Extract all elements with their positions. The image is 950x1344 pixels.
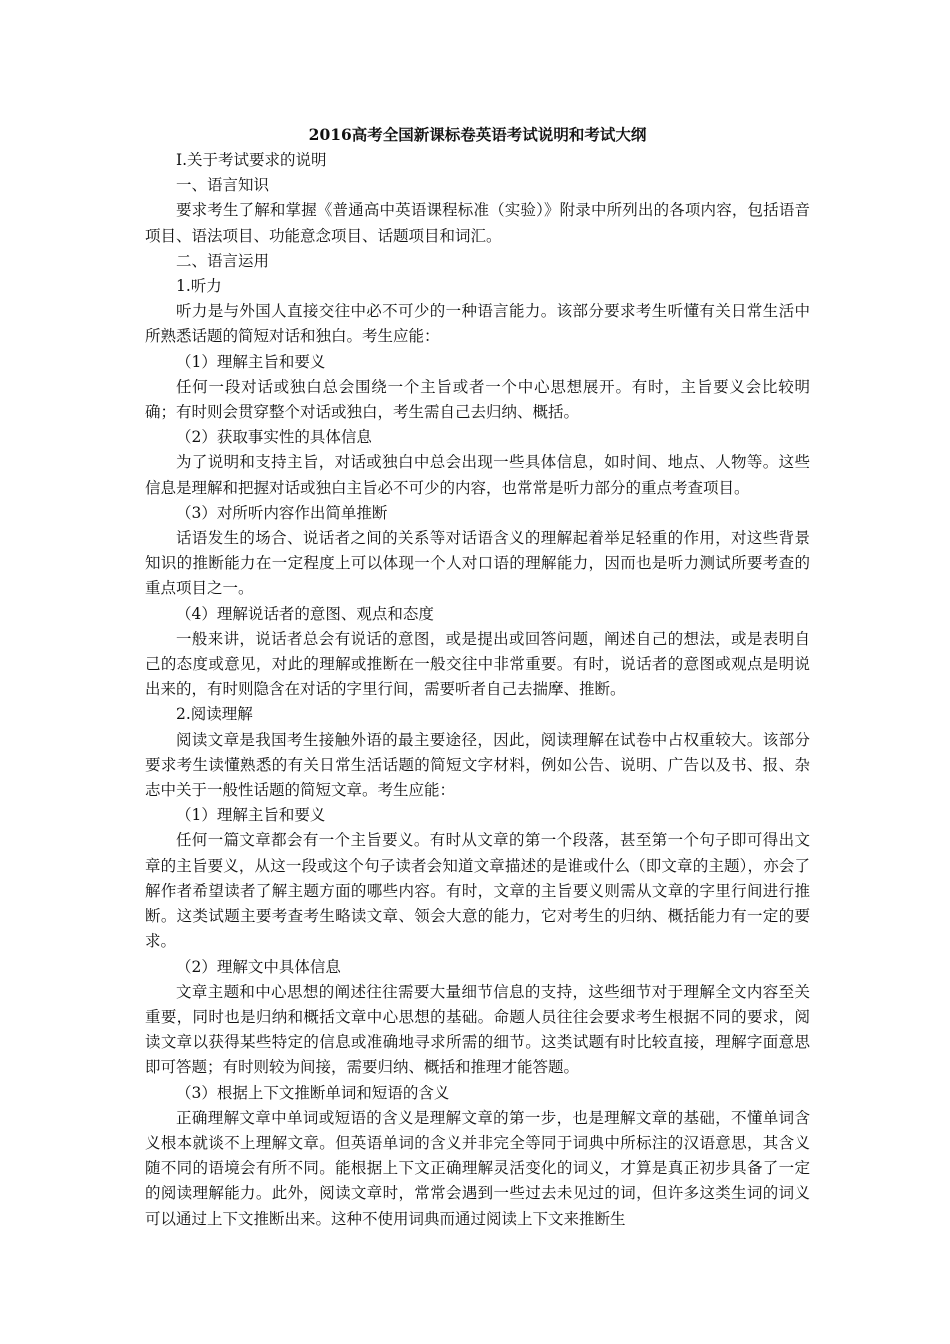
paragraph: 听力是与外国人直接交往中必不可少的一种语言能力。该部分要求考生听懂有关日常生活中所熟悉话题的简短对话和独白。考生应能：: [145, 302, 810, 346]
document-body: [145, 148, 810, 1232]
document-title: 2016高考全国新课标卷英语考试说明和考试大纲: [308, 125, 647, 144]
subsection-heading: （3）对所听内容作出简单推断: [176, 503, 388, 522]
subsection-heading: （2）获取事实性的具体信息: [176, 428, 372, 447]
paragraph: 正确理解文章中单词或短语的含义是理解文章的第一步，也是理解文章的基础，不懂单词含义根本就谈不上理解文章。但英语单词的含义并非完全等同于词典中所标注的汉语意思，其含义随不同的语境会有所不同。能根据上下文正确理解灵活变化的词义，才算是真正初步具备了一定的阅读理解能力。此外，阅读文章时，常常会遇到一些过去未见过的词，但许多这类生词的词义可以通过上下文推断出来。这种不使用词典而通过阅读上下文来推断生: [145, 1108, 810, 1228]
subsection-heading: （4）理解说话者的意图、观点和态度: [176, 604, 434, 623]
paragraph: 为了说明和支持主旨，对话或独白中总会出现一些具体信息，如时间、地点、人物等。这些信息是理解和把握对话或独白主旨必不可少的内容，也常常是听力部分的重点考查项目。: [145, 453, 810, 497]
paragraph: 任何一段对话或独白总会围绕一个主旨或者一个中心思想展开。有时，主旨要义会比较明确；有时则会贯穿整个对话或独白，考生需自己去归纳、概括。: [145, 377, 810, 422]
paragraph: 要求考生了解和掌握《普通高中英语课程标准（实验）》附录中所列出的各项内容，包括语音项目、语法项目、功能意念项目、话题项目和词汇。: [145, 201, 810, 245]
section-heading: 1.听力: [176, 277, 222, 296]
subsection-heading: （1）理解主旨和要义: [176, 352, 326, 371]
paragraph: 话语发生的场合、说话者之间的关系等对话语含义的理解起着举足轻重的作用，对这些背景知识的推断能力在一定程度上可以体现一个人对口语的理解能力，因而也是听力测试所要考查的重点项目之一。: [145, 529, 810, 598]
paragraph: 文章主题和中心思想的阐述往往需要大量细节信息的支持，这些细节对于理解全文内容至关重要，同时也是归纳和概括文章中心思想的基础。命题人员往往会要求考生根据不同的要求，阅读文章以获得某些特定的信息或准确地寻求所需的细节。这类试题有时比较直接，理解字面意思即可答题；有时则较为间接，需要归纳、概括和推理才能答题。: [145, 982, 810, 1077]
subsection-heading: （1）理解主旨和要义: [176, 806, 326, 825]
paragraph: 一般来讲，说话者总会有说话的意图，或是提出或回答问题，阐述自己的想法，或是表明自己的态度或意见，对此的理解或推断在一般交往中非常重要。有时，说话者的意图或观点是明说出来的，有时则隐含在对话的字里行间，需要听者自己去揣摩、推断。: [145, 629, 810, 699]
section-heading: 一、语言知识: [176, 176, 270, 195]
section-heading: I.关于考试要求的说明: [176, 151, 327, 169]
section-heading: 2.阅读理解: [176, 705, 253, 724]
subsection-heading: （2）理解文中具体信息: [176, 957, 341, 976]
paragraph: 阅读文章是我国考生接触外语的最主要途径，因此，阅读理解在试卷中占权重较大。该部分要求考生读懂熟悉的有关日常生活话题的简短文字材料，例如公告、说明、广告以及书、报、杂志中关于一般性话题的简短文章。考生应能：: [145, 730, 810, 800]
section-heading: 二、语言运用: [176, 251, 270, 270]
document-page: [145, 122, 810, 1232]
paragraph: 任何一篇文章都会有一个主旨要义。有时从文章的第一个段落，甚至第一个句子即可得出文章的主旨要义，从这一段或这个句子读者会知道文章描述的是谁或什么（即文章的主题），亦会了解作者希望读者了解主题方面的哪些内容。有时，文章的主旨要义则需从文章的字里行间进行推断。这类试题主要考查考生略读文章、领会大意的能力，它对考生的归纳、概括能力有一定的要求。: [145, 831, 810, 951]
subsection-heading: （3）根据上下文推断单词和短语的含义: [176, 1083, 450, 1102]
